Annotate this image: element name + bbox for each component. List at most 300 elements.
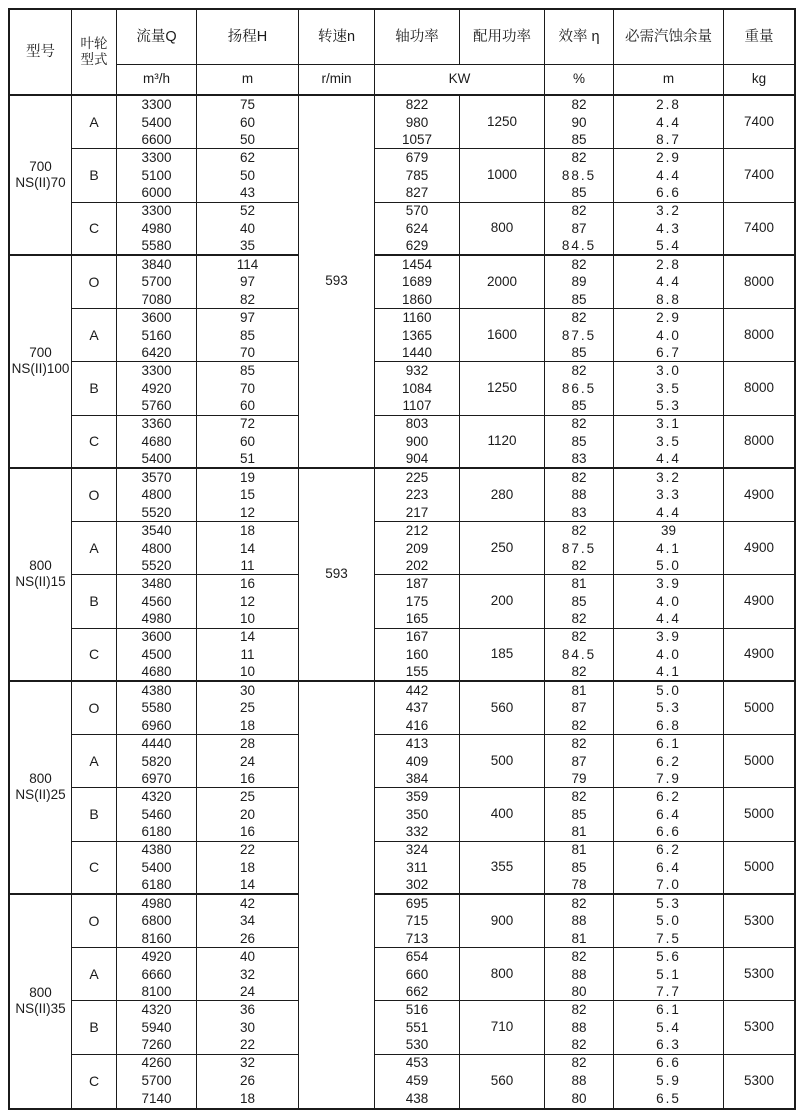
impeller-type-cell: O bbox=[72, 469, 117, 522]
flow-value: 6960 bbox=[117, 717, 197, 735]
shaft-power-value: 167 bbox=[375, 629, 460, 647]
impeller-type-cell: A bbox=[72, 309, 117, 362]
head-value: 72 bbox=[197, 416, 299, 434]
impeller-type-cell: B bbox=[72, 149, 117, 202]
shaft-power-value: 438 bbox=[375, 1090, 460, 1108]
weight-cell: 5300 bbox=[724, 895, 794, 948]
shaft-power-value: 516 bbox=[375, 1001, 460, 1019]
model-line2: NS(II)100 bbox=[11, 361, 70, 377]
shaft-power-value: 803 bbox=[375, 416, 460, 434]
npsh-value: 6.1 bbox=[614, 1001, 724, 1019]
shaft-power-value: 904 bbox=[375, 451, 460, 469]
npsh-value: 4.1 bbox=[614, 664, 724, 682]
head-value: 25 bbox=[197, 700, 299, 718]
head-value: 18 bbox=[197, 859, 299, 877]
shaft-power-value: 1365 bbox=[375, 327, 460, 345]
rated-power-cell: 355 bbox=[460, 842, 545, 895]
header-rated-power: 配用功率 bbox=[460, 10, 545, 65]
efficiency-value: 80 bbox=[545, 984, 614, 1002]
model-cell bbox=[10, 256, 72, 469]
model-line1: 700 bbox=[29, 158, 52, 174]
npsh-value: 3.2 bbox=[614, 203, 724, 221]
shaft-power-value: 209 bbox=[375, 540, 460, 558]
shaft-power-value: 1454 bbox=[375, 256, 460, 274]
efficiency-value: 87.5 bbox=[545, 540, 614, 558]
efficiency-value: 87 bbox=[545, 220, 614, 238]
flow-value: 7140 bbox=[117, 1090, 197, 1108]
head-value: 16 bbox=[197, 824, 299, 842]
head-value: 14 bbox=[197, 629, 299, 647]
npsh-value: 2.8 bbox=[614, 256, 724, 274]
shaft-power-value: 662 bbox=[375, 984, 460, 1002]
flow-value: 6420 bbox=[117, 345, 197, 363]
rated-power-cell: 1250 bbox=[460, 96, 545, 149]
table-body bbox=[10, 96, 794, 1108]
npsh-value: 5.3 bbox=[614, 398, 724, 416]
npsh-value: 6.2 bbox=[614, 788, 724, 806]
npsh-value: 6.7 bbox=[614, 345, 724, 363]
flow-value: 8160 bbox=[117, 930, 197, 948]
flow-value: 5520 bbox=[117, 504, 197, 522]
shaft-power-value: 900 bbox=[375, 433, 460, 451]
head-value: 11 bbox=[197, 558, 299, 576]
efficiency-value: 85 bbox=[545, 291, 614, 309]
head-value: 70 bbox=[197, 380, 299, 398]
impeller-type-cell: O bbox=[72, 256, 117, 309]
speed-cell bbox=[299, 682, 375, 1108]
shaft-power-value: 980 bbox=[375, 114, 460, 132]
efficiency-value: 84.5 bbox=[545, 646, 614, 664]
flow-value: 4320 bbox=[117, 788, 197, 806]
head-value: 25 bbox=[197, 788, 299, 806]
efficiency-value: 82 bbox=[545, 469, 614, 487]
impeller-type-cell: B bbox=[72, 788, 117, 841]
header-impeller bbox=[72, 10, 117, 96]
efficiency-value: 82 bbox=[545, 948, 614, 966]
head-value: 10 bbox=[197, 664, 299, 682]
shaft-power-value: 822 bbox=[375, 96, 460, 114]
shaft-power-value: 1057 bbox=[375, 132, 460, 150]
efficiency-value: 82 bbox=[545, 1037, 614, 1055]
header-shaft-power: 轴功率 bbox=[375, 10, 460, 65]
rated-power-cell: 1250 bbox=[460, 362, 545, 415]
rated-power-cell: 1600 bbox=[460, 309, 545, 362]
speed-cell: 593 bbox=[299, 96, 375, 469]
rated-power-cell: 1120 bbox=[460, 416, 545, 469]
efficiency-value: 86.5 bbox=[545, 380, 614, 398]
npsh-value: 6.4 bbox=[614, 859, 724, 877]
efficiency-value: 82 bbox=[545, 96, 614, 114]
npsh-value: 2.8 bbox=[614, 96, 724, 114]
head-value: 62 bbox=[197, 149, 299, 167]
weight-cell: 5000 bbox=[724, 842, 794, 895]
efficiency-value: 81 bbox=[545, 682, 614, 700]
shaft-power-value: 225 bbox=[375, 469, 460, 487]
npsh-value: 6.3 bbox=[614, 1037, 724, 1055]
spec-sheet bbox=[8, 8, 796, 1110]
model-line1: 800 bbox=[29, 558, 52, 574]
shaft-power-value: 570 bbox=[375, 203, 460, 221]
shaft-power-value: 413 bbox=[375, 735, 460, 753]
npsh-value: 6.1 bbox=[614, 735, 724, 753]
shaft-power-value: 1440 bbox=[375, 345, 460, 363]
model-line1: 700 bbox=[29, 345, 52, 361]
head-value: 10 bbox=[197, 611, 299, 629]
efficiency-value: 88 bbox=[545, 1019, 614, 1037]
head-value: 43 bbox=[197, 185, 299, 203]
efficiency-value: 85 bbox=[545, 593, 614, 611]
efficiency-value: 87 bbox=[545, 700, 614, 718]
head-value: 36 bbox=[197, 1001, 299, 1019]
model-cell bbox=[10, 469, 72, 682]
unit-head: m bbox=[197, 65, 299, 96]
npsh-value: 7.9 bbox=[614, 771, 724, 789]
npsh-value: 7.0 bbox=[614, 877, 724, 895]
head-value: 16 bbox=[197, 771, 299, 789]
efficiency-value: 82 bbox=[545, 788, 614, 806]
efficiency-value: 82 bbox=[545, 1001, 614, 1019]
rated-power-cell: 200 bbox=[460, 575, 545, 628]
flow-value: 4680 bbox=[117, 433, 197, 451]
npsh-value: 6.6 bbox=[614, 185, 724, 203]
npsh-value: 3.9 bbox=[614, 575, 724, 593]
shaft-power-value: 212 bbox=[375, 522, 460, 540]
efficiency-value: 82 bbox=[545, 149, 614, 167]
flow-value: 4980 bbox=[117, 220, 197, 238]
head-value: 60 bbox=[197, 433, 299, 451]
head-value: 97 bbox=[197, 309, 299, 327]
npsh-value: 4.4 bbox=[614, 167, 724, 185]
head-value: 14 bbox=[197, 540, 299, 558]
efficiency-value: 88.5 bbox=[545, 167, 614, 185]
head-value: 12 bbox=[197, 504, 299, 522]
efficiency-value: 82 bbox=[545, 203, 614, 221]
head-value: 32 bbox=[197, 1055, 299, 1073]
npsh-value: 4.4 bbox=[614, 451, 724, 469]
efficiency-value: 81 bbox=[545, 575, 614, 593]
head-value: 12 bbox=[197, 593, 299, 611]
shaft-power-value: 1107 bbox=[375, 398, 460, 416]
model-line2: NS(II)70 bbox=[15, 174, 66, 190]
rated-power-cell: 900 bbox=[460, 895, 545, 948]
efficiency-value: 82 bbox=[545, 1055, 614, 1073]
flow-value: 4380 bbox=[117, 682, 197, 700]
shaft-power-value: 459 bbox=[375, 1072, 460, 1090]
efficiency-value: 78 bbox=[545, 877, 614, 895]
flow-value: 5580 bbox=[117, 238, 197, 256]
head-value: 18 bbox=[197, 522, 299, 540]
npsh-value: 6.8 bbox=[614, 717, 724, 735]
efficiency-value: 87.5 bbox=[545, 327, 614, 345]
efficiency-value: 85 bbox=[545, 132, 614, 150]
table-header bbox=[10, 10, 794, 96]
shaft-power-value: 695 bbox=[375, 895, 460, 913]
shaft-power-value: 654 bbox=[375, 948, 460, 966]
efficiency-value: 85 bbox=[545, 859, 614, 877]
unit-weight: kg bbox=[724, 65, 794, 96]
head-value: 35 bbox=[197, 238, 299, 256]
shaft-power-value: 713 bbox=[375, 930, 460, 948]
weight-cell: 4900 bbox=[724, 575, 794, 628]
npsh-value: 5.4 bbox=[614, 1019, 724, 1037]
weight-cell: 8000 bbox=[724, 309, 794, 362]
shaft-power-value: 302 bbox=[375, 877, 460, 895]
npsh-value: 5.3 bbox=[614, 895, 724, 913]
head-value: 97 bbox=[197, 274, 299, 292]
weight-cell: 8000 bbox=[724, 256, 794, 309]
npsh-value: 5.4 bbox=[614, 238, 724, 256]
head-value: 32 bbox=[197, 966, 299, 984]
efficiency-value: 82 bbox=[545, 522, 614, 540]
npsh-value: 4.0 bbox=[614, 646, 724, 664]
model-line2: NS(II)25 bbox=[15, 787, 66, 803]
unit-speed: r/min bbox=[299, 65, 375, 96]
shaft-power-value: 437 bbox=[375, 700, 460, 718]
efficiency-value: 80 bbox=[545, 1090, 614, 1108]
shaft-power-value: 1689 bbox=[375, 274, 460, 292]
flow-value: 3600 bbox=[117, 629, 197, 647]
head-value: 50 bbox=[197, 132, 299, 150]
efficiency-value: 88 bbox=[545, 487, 614, 505]
npsh-value: 5.6 bbox=[614, 948, 724, 966]
efficiency-value: 85 bbox=[545, 185, 614, 203]
efficiency-value: 79 bbox=[545, 771, 614, 789]
shaft-power-value: 311 bbox=[375, 859, 460, 877]
head-value: 60 bbox=[197, 398, 299, 416]
head-value: 26 bbox=[197, 1072, 299, 1090]
flow-value: 4260 bbox=[117, 1055, 197, 1073]
efficiency-value: 82 bbox=[545, 664, 614, 682]
efficiency-value: 82 bbox=[545, 558, 614, 576]
head-value: 30 bbox=[197, 682, 299, 700]
shaft-power-value: 187 bbox=[375, 575, 460, 593]
shaft-power-value: 715 bbox=[375, 913, 460, 931]
head-value: 24 bbox=[197, 753, 299, 771]
impeller-type-cell: A bbox=[72, 96, 117, 149]
impeller-type-cell: C bbox=[72, 416, 117, 469]
shaft-power-value: 679 bbox=[375, 149, 460, 167]
efficiency-value: 82 bbox=[545, 895, 614, 913]
efficiency-value: 82 bbox=[545, 611, 614, 629]
shaft-power-value: 384 bbox=[375, 771, 460, 789]
flow-value: 6660 bbox=[117, 966, 197, 984]
shaft-power-value: 409 bbox=[375, 753, 460, 771]
npsh-value: 5.1 bbox=[614, 966, 724, 984]
efficiency-value: 88 bbox=[545, 913, 614, 931]
efficiency-value: 84.5 bbox=[545, 238, 614, 256]
head-value: 40 bbox=[197, 220, 299, 238]
npsh-value: 4.4 bbox=[614, 274, 724, 292]
shaft-power-value: 442 bbox=[375, 682, 460, 700]
rated-power-cell: 2000 bbox=[460, 256, 545, 309]
flow-value: 4380 bbox=[117, 842, 197, 860]
npsh-value: 4.1 bbox=[614, 540, 724, 558]
flow-value: 4560 bbox=[117, 593, 197, 611]
efficiency-value: 82 bbox=[545, 717, 614, 735]
npsh-value: 5.0 bbox=[614, 913, 724, 931]
head-value: 82 bbox=[197, 291, 299, 309]
model-line1: 800 bbox=[29, 985, 52, 1001]
efficiency-value: 85 bbox=[545, 345, 614, 363]
impeller-type-cell: B bbox=[72, 1001, 117, 1054]
shaft-power-value: 160 bbox=[375, 646, 460, 664]
header-head: 扬程H bbox=[197, 10, 299, 65]
rated-power-cell: 250 bbox=[460, 522, 545, 575]
npsh-value: 4.0 bbox=[614, 593, 724, 611]
npsh-value: 6.6 bbox=[614, 1055, 724, 1073]
weight-cell: 8000 bbox=[724, 362, 794, 415]
flow-value: 5580 bbox=[117, 700, 197, 718]
flow-value: 5820 bbox=[117, 753, 197, 771]
flow-value: 6180 bbox=[117, 824, 197, 842]
npsh-value: 2.9 bbox=[614, 309, 724, 327]
efficiency-value: 85 bbox=[545, 806, 614, 824]
flow-value: 4920 bbox=[117, 948, 197, 966]
npsh-value: 6.2 bbox=[614, 753, 724, 771]
efficiency-value: 81 bbox=[545, 842, 614, 860]
weight-cell: 7400 bbox=[724, 96, 794, 149]
flow-value: 5760 bbox=[117, 398, 197, 416]
flow-value: 5460 bbox=[117, 806, 197, 824]
impeller-type-cell: C bbox=[72, 1055, 117, 1108]
npsh-value: 6.2 bbox=[614, 842, 724, 860]
head-value: 85 bbox=[197, 327, 299, 345]
npsh-value: 6.5 bbox=[614, 1090, 724, 1108]
npsh-value: 4.3 bbox=[614, 220, 724, 238]
shaft-power-value: 1160 bbox=[375, 309, 460, 327]
impeller-type-cell: A bbox=[72, 735, 117, 788]
flow-value: 3300 bbox=[117, 362, 197, 380]
head-value: 114 bbox=[197, 256, 299, 274]
impeller-type-cell: C bbox=[72, 629, 117, 682]
npsh-value: 5.0 bbox=[614, 558, 724, 576]
shaft-power-value: 530 bbox=[375, 1037, 460, 1055]
flow-value: 5400 bbox=[117, 451, 197, 469]
header-speed: 转速n bbox=[299, 10, 375, 65]
rated-power-cell: 560 bbox=[460, 1055, 545, 1108]
impeller-type-cell: B bbox=[72, 362, 117, 415]
weight-cell: 7400 bbox=[724, 149, 794, 202]
header-weight: 重量 bbox=[724, 10, 794, 65]
npsh-value: 6.6 bbox=[614, 824, 724, 842]
rated-power-cell: 1000 bbox=[460, 149, 545, 202]
head-value: 20 bbox=[197, 806, 299, 824]
head-value: 30 bbox=[197, 1019, 299, 1037]
head-value: 51 bbox=[197, 451, 299, 469]
npsh-value: 7.5 bbox=[614, 930, 724, 948]
header-impeller-line1: 叶轮 bbox=[80, 36, 108, 51]
efficiency-value: 81 bbox=[545, 930, 614, 948]
shaft-power-value: 223 bbox=[375, 487, 460, 505]
npsh-value: 4.4 bbox=[614, 114, 724, 132]
head-value: 19 bbox=[197, 469, 299, 487]
efficiency-value: 82 bbox=[545, 735, 614, 753]
head-value: 11 bbox=[197, 646, 299, 664]
head-value: 40 bbox=[197, 948, 299, 966]
shaft-power-value: 155 bbox=[375, 664, 460, 682]
flow-value: 3360 bbox=[117, 416, 197, 434]
impeller-type-cell: O bbox=[72, 895, 117, 948]
flow-value: 4440 bbox=[117, 735, 197, 753]
efficiency-value: 82 bbox=[545, 256, 614, 274]
shaft-power-value: 175 bbox=[375, 593, 460, 611]
flow-value: 3570 bbox=[117, 469, 197, 487]
flow-value: 7260 bbox=[117, 1037, 197, 1055]
npsh-value: 3.1 bbox=[614, 416, 724, 434]
unit-efficiency: % bbox=[545, 65, 614, 96]
shaft-power-value: 165 bbox=[375, 611, 460, 629]
flow-value: 5400 bbox=[117, 114, 197, 132]
npsh-value: 8.7 bbox=[614, 132, 724, 150]
model-line2: NS(II)35 bbox=[15, 1001, 66, 1017]
rated-power-cell: 800 bbox=[460, 203, 545, 256]
header-efficiency: 效率 η bbox=[545, 10, 614, 65]
impeller-type-cell: C bbox=[72, 842, 117, 895]
weight-cell: 5300 bbox=[724, 948, 794, 1001]
flow-value: 5160 bbox=[117, 327, 197, 345]
head-value: 24 bbox=[197, 984, 299, 1002]
impeller-type-cell: A bbox=[72, 948, 117, 1001]
flow-value: 6800 bbox=[117, 913, 197, 931]
shaft-power-value: 453 bbox=[375, 1055, 460, 1073]
shaft-power-value: 1860 bbox=[375, 291, 460, 309]
flow-value: 6600 bbox=[117, 132, 197, 150]
efficiency-value: 88 bbox=[545, 966, 614, 984]
npsh-value: 3.0 bbox=[614, 362, 724, 380]
shaft-power-value: 359 bbox=[375, 788, 460, 806]
shaft-power-value: 624 bbox=[375, 220, 460, 238]
head-value: 75 bbox=[197, 96, 299, 114]
efficiency-value: 82 bbox=[545, 362, 614, 380]
head-value: 60 bbox=[197, 114, 299, 132]
weight-cell: 5000 bbox=[724, 788, 794, 841]
flow-value: 3300 bbox=[117, 149, 197, 167]
rated-power-cell: 500 bbox=[460, 735, 545, 788]
flow-value: 5700 bbox=[117, 1072, 197, 1090]
shaft-power-value: 660 bbox=[375, 966, 460, 984]
npsh-value: 39 bbox=[614, 522, 724, 540]
flow-value: 5700 bbox=[117, 274, 197, 292]
efficiency-value: 83 bbox=[545, 504, 614, 522]
efficiency-value: 88 bbox=[545, 1072, 614, 1090]
npsh-value: 5.0 bbox=[614, 682, 724, 700]
model-cell bbox=[10, 895, 72, 1108]
npsh-value: 5.3 bbox=[614, 700, 724, 718]
flow-value: 3540 bbox=[117, 522, 197, 540]
npsh-value: 8.8 bbox=[614, 291, 724, 309]
flow-value: 3600 bbox=[117, 309, 197, 327]
shaft-power-value: 629 bbox=[375, 238, 460, 256]
pump-spec-table bbox=[8, 8, 796, 1110]
unit-flow: m³/h bbox=[117, 65, 197, 96]
rated-power-cell: 185 bbox=[460, 629, 545, 682]
rated-power-cell: 710 bbox=[460, 1001, 545, 1054]
npsh-value: 3.9 bbox=[614, 629, 724, 647]
flow-value: 5520 bbox=[117, 558, 197, 576]
flow-value: 3300 bbox=[117, 96, 197, 114]
head-value: 14 bbox=[197, 877, 299, 895]
efficiency-value: 89 bbox=[545, 274, 614, 292]
efficiency-value: 82 bbox=[545, 309, 614, 327]
head-value: 50 bbox=[197, 167, 299, 185]
efficiency-value: 90 bbox=[545, 114, 614, 132]
head-value: 28 bbox=[197, 735, 299, 753]
flow-value: 4680 bbox=[117, 664, 197, 682]
head-value: 42 bbox=[197, 895, 299, 913]
weight-cell: 5300 bbox=[724, 1001, 794, 1054]
npsh-value: 3.5 bbox=[614, 380, 724, 398]
flow-value: 5940 bbox=[117, 1019, 197, 1037]
